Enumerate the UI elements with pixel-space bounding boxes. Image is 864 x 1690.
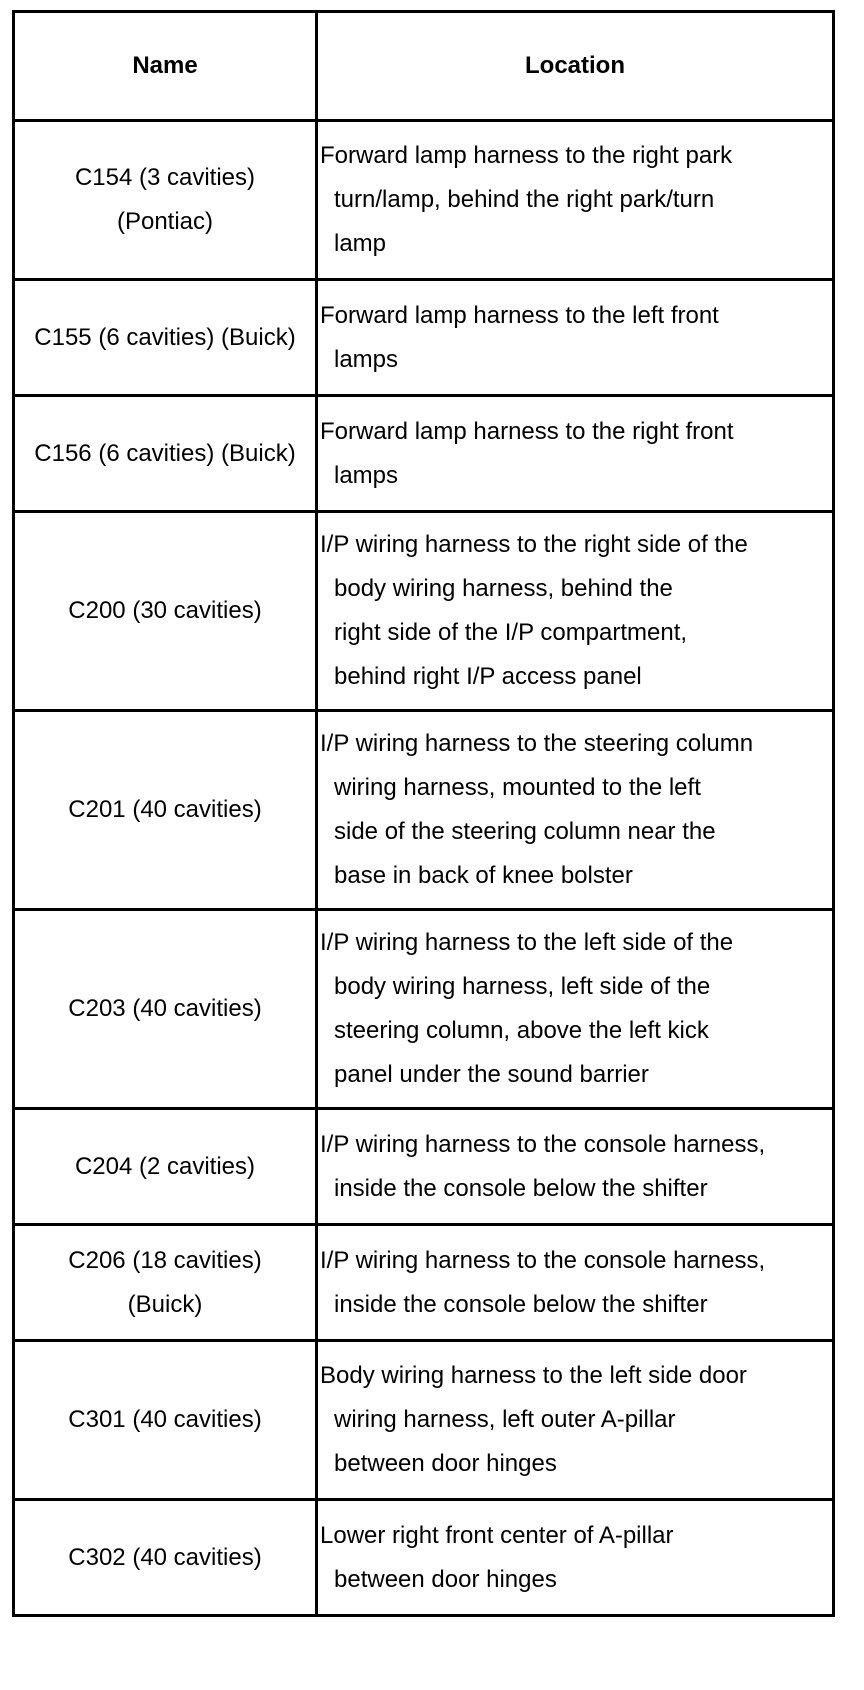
connector-location-cell bbox=[317, 280, 834, 396]
column-header-name: Name bbox=[14, 12, 317, 121]
connector-name-cell bbox=[14, 121, 317, 280]
location-line: body wiring harness, behind the bbox=[334, 575, 673, 602]
connector-name-line: C302 (40 cavities) bbox=[68, 1543, 262, 1571]
location-line: I/P wiring harness to the steering column bbox=[320, 730, 754, 757]
location-line: panel under the sound barrier bbox=[334, 1061, 649, 1088]
table-row bbox=[14, 1341, 834, 1500]
connector-location-cell bbox=[317, 1109, 834, 1225]
location-line: wiring harness, mounted to the left bbox=[334, 774, 701, 801]
location-line: I/P wiring harness to the right side of the bbox=[320, 531, 748, 558]
connector-name-line: C200 (30 cavities) bbox=[68, 597, 262, 624]
location-line: Forward lamp harness to the right park bbox=[320, 142, 733, 169]
connector-name-line: C156 (6 cavities) (Buick) bbox=[34, 439, 296, 467]
connector-name-line: C204 (2 cavities) bbox=[74, 1152, 256, 1180]
connector-location-cell bbox=[317, 1341, 834, 1500]
connector-name-line: C201 (40 cavities) bbox=[68, 796, 262, 823]
table-header-row bbox=[14, 12, 834, 121]
connector-name-cell bbox=[14, 280, 317, 396]
connector-location-cell bbox=[317, 396, 834, 512]
connector-location-cell bbox=[317, 512, 834, 711]
location-line: wiring harness, left outer A-pillar bbox=[334, 1406, 676, 1433]
connector-location-cell bbox=[317, 711, 834, 910]
location-line: I/P wiring harness to the left side of the bbox=[320, 929, 734, 956]
location-line: turn/lamp, behind the right park/turn bbox=[334, 186, 715, 213]
connector-name-cell bbox=[14, 396, 317, 512]
connector-name-cell bbox=[14, 1341, 317, 1500]
table-row bbox=[14, 512, 834, 711]
connector-name-cell bbox=[14, 1500, 317, 1616]
location-line: lamp bbox=[334, 230, 387, 257]
connector-location-cell bbox=[317, 1500, 834, 1616]
location-line: Lower right front center of A-pillar bbox=[320, 1521, 674, 1549]
connector-name-cell bbox=[14, 1225, 317, 1341]
table-row bbox=[14, 1109, 834, 1225]
connector-location-cell bbox=[317, 121, 834, 280]
table-row bbox=[14, 396, 834, 512]
location-line: between door hinges bbox=[334, 1450, 557, 1477]
location-line: lamps bbox=[334, 345, 399, 373]
location-line: inside the console below the shifter bbox=[334, 1290, 708, 1318]
connector-name-cell bbox=[14, 910, 317, 1109]
location-line: lamps bbox=[334, 461, 399, 489]
connector-location-cell bbox=[317, 910, 834, 1109]
location-line: I/P wiring harness to the console harness, bbox=[320, 1246, 766, 1274]
connector-name-line: (Buick) bbox=[127, 1290, 203, 1318]
connector-location-cell bbox=[317, 1225, 834, 1341]
table-row bbox=[14, 910, 834, 1109]
connector-name-line: C206 (18 cavities) bbox=[68, 1246, 262, 1274]
table-row bbox=[14, 1225, 834, 1341]
connector-name-line: C154 (3 cavities) bbox=[74, 164, 256, 191]
location-line: base in back of knee bolster bbox=[334, 862, 633, 889]
connector-location-table bbox=[12, 10, 835, 1617]
location-line: Body wiring harness to the left side door bbox=[320, 1362, 747, 1389]
location-line: inside the console below the shifter bbox=[334, 1174, 708, 1202]
table-row bbox=[14, 121, 834, 280]
location-line: between door hinges bbox=[334, 1565, 557, 1593]
location-line: I/P wiring harness to the console harness, bbox=[320, 1130, 766, 1158]
table-row bbox=[14, 1500, 834, 1616]
location-line: right side of the I/P compartment, bbox=[334, 619, 688, 646]
table-row bbox=[14, 280, 834, 396]
connector-name-line: C155 (6 cavities) (Buick) bbox=[34, 323, 296, 351]
location-line: body wiring harness, left side of the bbox=[334, 973, 711, 1000]
location-line: side of the steering column near the bbox=[334, 818, 716, 845]
connector-name-line: C203 (40 cavities) bbox=[68, 995, 262, 1022]
location-line: behind right I/P access panel bbox=[334, 663, 642, 690]
connector-name-line: (Pontiac) bbox=[116, 208, 214, 235]
connector-name-cell bbox=[14, 711, 317, 910]
connector-name-cell bbox=[14, 1109, 317, 1225]
location-line: Forward lamp harness to the left front bbox=[320, 301, 719, 329]
table-row bbox=[14, 711, 834, 910]
connector-location-sheet bbox=[12, 10, 832, 1617]
connector-name-line: C301 (40 cavities) bbox=[68, 1406, 262, 1433]
location-line: steering column, above the left kick bbox=[334, 1017, 709, 1044]
location-line: Forward lamp harness to the right front bbox=[320, 417, 734, 445]
connector-name-cell bbox=[14, 512, 317, 711]
column-header-location: Location bbox=[317, 12, 834, 121]
